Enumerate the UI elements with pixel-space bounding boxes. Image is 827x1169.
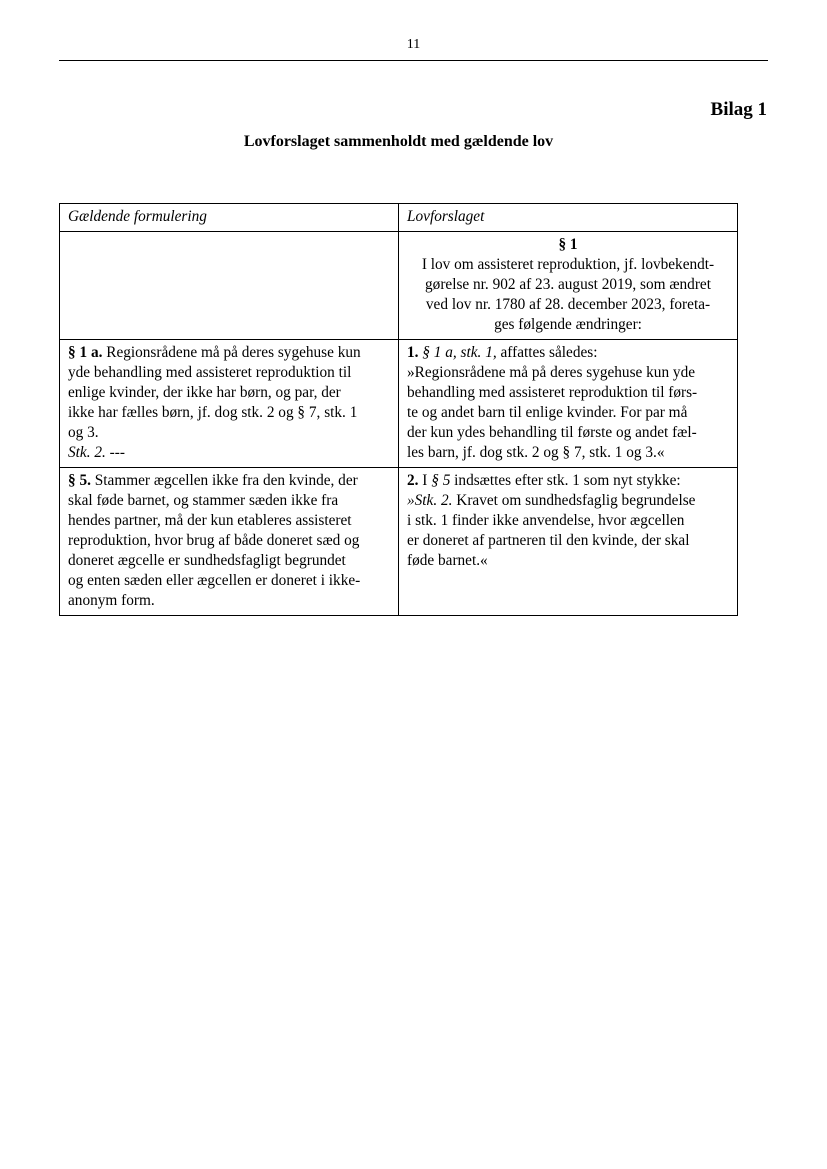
row2-proposal-line-5: les barn, jf. dog stk. 2 og § 7, stk. 1 og 3.« <box>407 444 665 461</box>
change-intro: indsættes efter stk. 1 som nyt stykke: <box>450 472 681 489</box>
row2-current-line-2: yde behandling med assisteret reproduktion til <box>68 364 352 381</box>
header-rule <box>59 60 768 61</box>
row2-proposal <box>399 340 738 468</box>
row3-current-line-6: og enten sæden eller ægcellen er doneret i ikke- <box>68 572 361 589</box>
change-ref: § 5 <box>431 472 451 489</box>
row3-proposal <box>399 468 738 616</box>
section-ref: § 1 a. <box>68 344 103 361</box>
change-number: 1. <box>407 344 419 361</box>
row3-current-line-5: doneret ægcelle er sundhedsfagligt begrundet <box>68 552 346 569</box>
row3-proposal-line-2: i stk. 1 finder ikke anvendelse, hvor ægcellen <box>407 512 685 529</box>
row2-current-line-4: ikke har fælles børn, jf. dog stk. 2 og § 7, stk. 1 <box>68 404 358 421</box>
proposal-section-heading: § 1 <box>558 236 578 253</box>
row2-proposal-line-3: te og andet barn til enlige kvinder. For par må <box>407 404 688 421</box>
row1-proposal <box>399 232 738 340</box>
row3-current-line-7: anonym form. <box>68 592 155 609</box>
row3-current-line-1: Stammer ægcellen ikke fra den kvinde, der <box>90 472 358 489</box>
change-number: 2. <box>407 472 419 489</box>
header-current: Gældende formulering <box>60 204 399 232</box>
section-ref: § 5. <box>68 472 91 489</box>
document-title: Lovforslaget sammenholdt med gældende lov <box>243 133 554 150</box>
change-intro: affattes således: <box>496 344 598 361</box>
header-proposal: Lovforslaget <box>399 204 738 232</box>
row3-current-line-3: hendes partner, må der kun etableres assisteret <box>68 512 352 529</box>
row2-current-line-3: enlige kvinder, der ikke har børn, og par, der <box>68 384 341 401</box>
row2-proposal-line-2: behandling med assisteret reproduktion til førs- <box>407 384 698 401</box>
stk-ref: »Stk. 2. <box>407 492 453 509</box>
table-row <box>60 468 738 616</box>
row3-proposal-line-1: Kravet om sundhedsfaglig begrundelse <box>452 492 696 509</box>
row1-line-2: gørelse nr. 902 af 23. august 2019, som ændret <box>425 276 711 293</box>
row2-current-line-5: og 3. <box>68 424 99 441</box>
table-header-row <box>60 204 738 232</box>
change-ref: § 1 a, stk. 1, <box>418 344 497 361</box>
row2-current <box>60 340 399 468</box>
row1-current <box>60 232 399 340</box>
stk-ref: Stk. 2. <box>68 444 106 461</box>
table-row <box>60 340 738 468</box>
row2-current-line-1: Regionsrådene må på deres sygehuse kun <box>102 344 361 361</box>
row2-proposal-line-4: der kun ydes behandling til første og andet fæl- <box>407 424 697 441</box>
row1-line-1: I lov om assisteret reproduktion, jf. lovbekendt- <box>421 256 715 273</box>
row3-proposal-line-3: er doneret af partneren til den kvinde, der skal <box>407 532 690 549</box>
row3-proposal-line-4: føde barnet.« <box>407 552 488 569</box>
table-row <box>60 232 738 340</box>
row3-current <box>60 468 399 616</box>
stk-rest: --- <box>105 444 125 461</box>
row1-line-4: ges følgende ændringer: <box>494 316 642 333</box>
row1-line-3: ved lov nr. 1780 af 28. december 2023, foreta- <box>425 296 711 313</box>
page-number: 11 <box>406 37 421 52</box>
change-pre: I <box>418 472 432 489</box>
row3-current-line-2: skal føde barnet, og stammer sæden ikke fra <box>68 492 339 509</box>
row2-proposal-line-1: »Regionsrådene må på deres sygehuse kun yde <box>407 364 696 381</box>
comparison-table <box>59 203 738 616</box>
row3-current-line-4: reproduktion, hvor brug af både doneret sæd og <box>68 532 360 549</box>
annex-label: Bilag 1 <box>710 99 767 120</box>
